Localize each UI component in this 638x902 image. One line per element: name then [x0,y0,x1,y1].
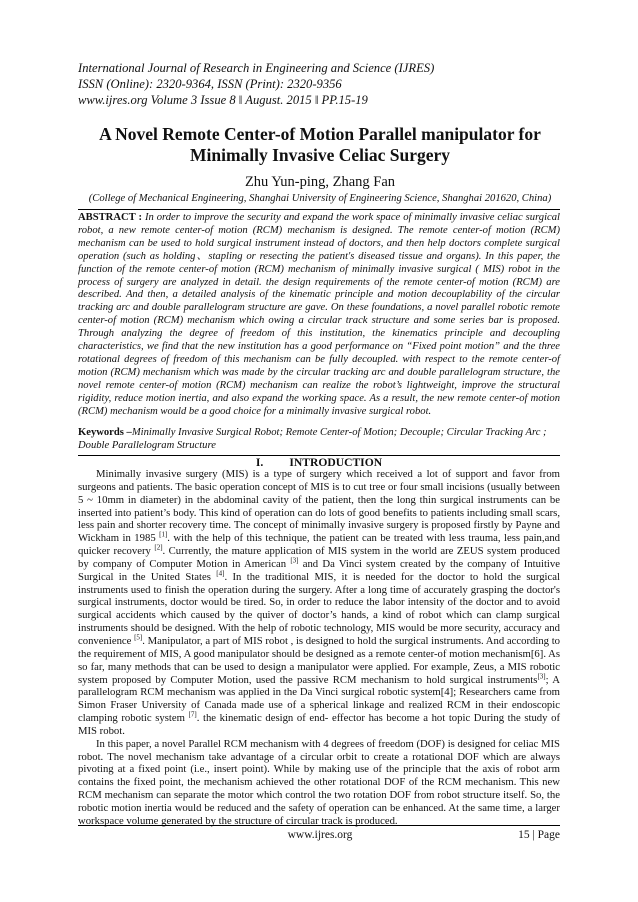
paper-title-line2: Minimally Invasive Celiac Surgery [189,145,451,165]
paper-authors: Zhu Yun-ping, Zhang Fan [244,174,396,190]
text-run: Minimally invasive surgery (MIS) is a type of surgery which received a lot of support and favor from surgeons and patients. The basic operation concept of MIS is to cut tree or four small incisions (usually between 5 ~ 10mm in diameter) in the abdominal cavity of the patient, then the long thin surgical instruments can be inserted into patient’s body. This kind of operation can do lots of good benefits to patients including small scars, less pain and shorter recovery time. The concept of minimally invasive surgery is proposed firstly by Payne and Wickham in 1985 [78,468,560,545]
text-run: . In the traditional MIS, it is needed for the doctor to hold the surgical instruments used to finish the operation during the surgery. After a long time of accurately grasping the doctor's surgical instruments, doctor would be tired. So, in order to reduce the labor intensity of the doctor and to avoid surgical accidents which caused by the quiver of doctor’s hands, a kind of robot which can clamp surgical instruments should be designed. With the help of robotic technology, MIS would be more security, accuracy and convenience [78,570,560,647]
text-run: ; A parallelogram RCM mechanism was applied in the Da Vinci surgical robotic system[4]; Researchers came from Simon Fraser University of Canada made use of a spherical linkage and realized RCM in their endoscopic clamping robotic system [78,673,560,725]
text-run: . Manipulator, a part of MIS robot , is designed to hold the surgical instruments. And according to the requirement of MIS, A good manipulator should be designed as a remote center-of motion mechanism[6]. As so far, many methods that can be used to design a manipulator were applied. For example, Zeus, a MIS robotic system proposed by Computer Motion, used the passive RCM mechanism to hold surgical instruments [78,634,561,686]
text-run: . the kinematic design of end- effector has become a hot topic During the study of MIS robot. [78,712,560,737]
journal-header [78,60,558,108]
citation: [1] [159,530,168,539]
citation: [3] [537,671,546,680]
journal-issn: ISSN (Online): 2320-9364, ISSN (Print): 2320-9356 [78,77,342,91]
text-run: and Da Vinci system created by the company of Intuitive Surgical in the United States [78,557,560,583]
abstract [78,212,560,419]
citation: [7] [188,710,197,719]
paper-title [70,124,570,166]
section-body [78,468,560,828]
journal-volume: www.ijres.org Volume 3 Issue 8 ǁ August. 2015 ǁ PP.15-19 [78,93,368,107]
keywords-text: Minimally Invasive Surgical Robot; Remote Center-of Motion; Decouple; Circular Tracking Arc ; Double Parallelogram Structure [78,427,547,451]
citation: [5] [134,633,143,642]
abstract-label: ABSTRACT : [78,212,142,223]
paper-title-line1: A Novel Remote Center-of Motion Parallel manipulator for [99,124,541,144]
text-run: . with the help of this technique, the patient can be treated with less trauma, less pain,and quicker recovery [78,532,561,558]
journal-name: International Journal of Research in Engineering and Science (IJRES) [78,61,435,75]
paper-affiliation: (College of Mechanical Engineering, Shanghai University of Engineering Science, Shanghai 201620, China) [88,193,552,204]
intro-paragraph-2: In this paper, a novel Parallel RCM mechanism with 4 degrees of freedom (DOF) is designed for celiac MIS robot. The novel mechanism take advantage of a circular orbit to create a rotational DOF which are always pivoting at a fixed point (i.e., insert point). While by making use of the principle that the axis of robot arm contains the fixed point, the mechanism achieved the other rotational DOF of the RCM mechanism. This new RCM mechanism can separate the motor which control the two rotation DOF from robot structure itself. So, the robotic motion inertia would be reduced and the safety of operation can be enhanced. At the same time, a larger workspace volume generated by the structure of circular track is produced. [78,737,560,827]
intro-paragraph-1 [78,468,560,738]
keywords-label: Keywords – [78,427,132,438]
section-number: I. [255,456,264,469]
citation: [3] [290,556,299,565]
footer-page-number: 15 | Page [518,829,560,841]
citation: [4] [216,569,225,578]
text-run: . Currently, the mature application of MIS system in the world are ZEUS system produced by company of Computer Motion in American [78,545,560,570]
abstract-top-rule [78,209,560,210]
footer-rule [78,825,560,826]
citation: [2] [154,543,163,552]
abstract-text: In order to improve the security and expand the work space of minimally invasive celiac surgical robot, a new remote center-of motion (RCM) mechanism is designed. The remote center-of motion (RCM) mechanism can be used to hold surgical instrument instead of doctors, and then help doctors complete surgical operation (such as holding、stapling or resecting the patient's diseased tissue and organs). In this paper, the function of the remote center-of motion (RCM) mechanism of minimally invasive surgical ( MIS) robot in the process of surgery are analyzed in detail. the design requirements of the remote center-of motion (RCM) are described. And then, a detailed analysis of the kinematic principle and motion decouplability of the circular tracking arc and double parallelogram structure are gave. On these foundations, a novel parallel robotic remote center-of motion (RCM) mechanism which owing a circular track structure and some series bar is proposed. Through analyzing the degree of freedom of this institution, the kinematics principle and decoupling characteristics, we find that the new institution has a good performance on “Fixed point motion” and the three rotational degrees of freedom of this mechanism can be fully decoupled. with respect to the remote center-of motion (RCM) mechanism which was made by the circular tracking arc and double parallelogram structure, the novel remote center-of motion (RCM) mechanism can realize the robot’s lightweight, improve the structural rigidity, reduce motion inertia, and also expand the working space. As a result, the new remote center-of motion (RCM) mechanism would be a good choice for a minimally invasive surgical robot. [78,212,560,417]
section-title: INTRODUCTION [289,456,383,469]
keywords [78,427,560,453]
footer-url: www.ijres.org [287,829,353,841]
